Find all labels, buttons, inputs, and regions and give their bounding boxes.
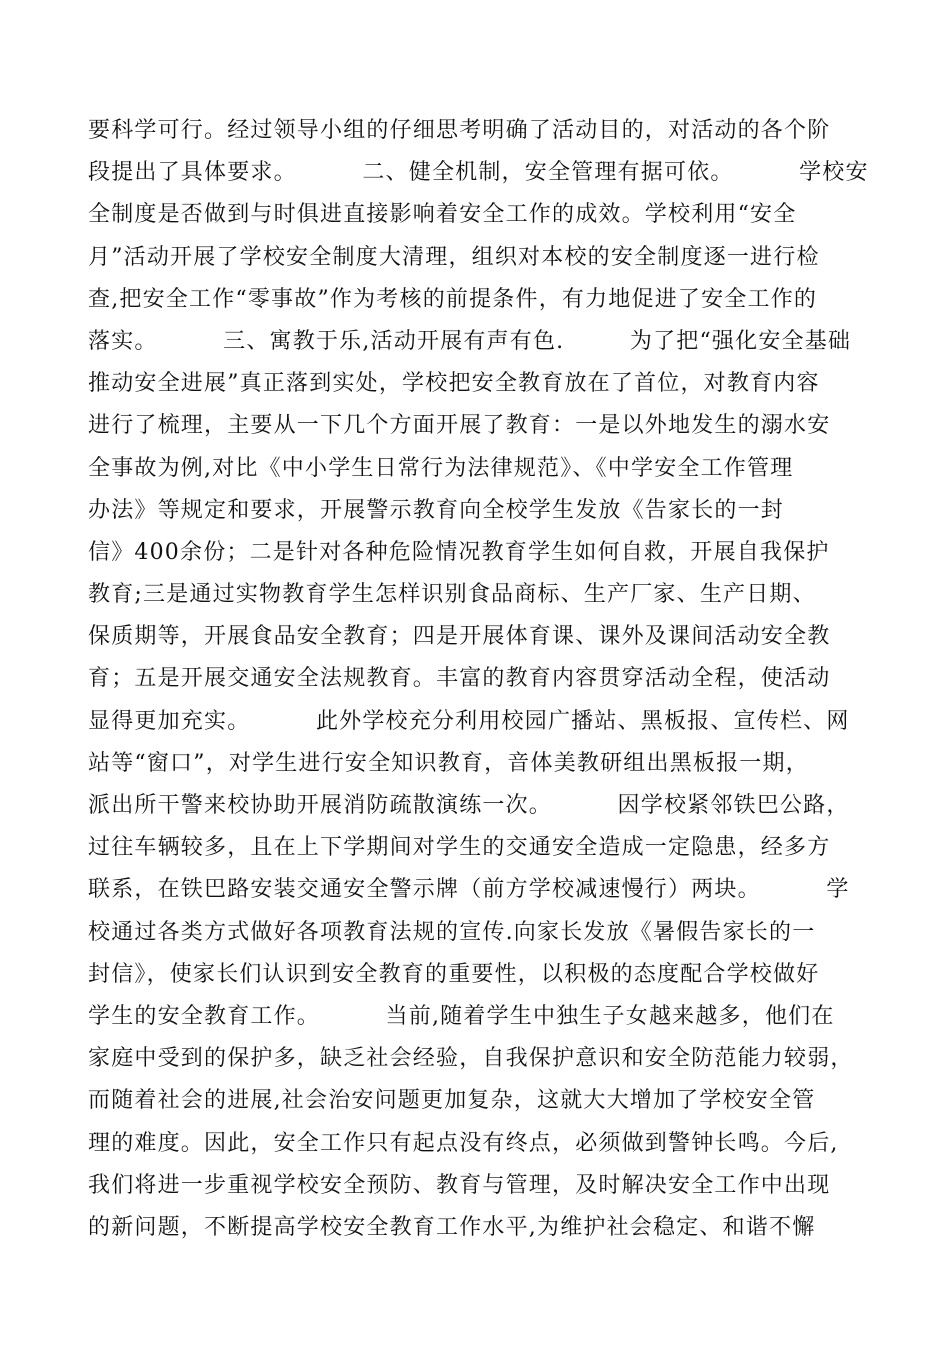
text-line: 办法》等规定和要求，开展警示教育向全校学生发放《告家长的一封 xyxy=(88,497,785,523)
text-line: 保质期等，开展食品安全教育；四是开展体育课、课外及课间活动安全教 xyxy=(88,624,831,650)
text-line: 的新问题，不断提高学校安全教育工作水平,为维护社会稳定、和谐不懈 xyxy=(88,1214,816,1240)
text-line: 站等“窗口”，对学生进行安全知识教育，音体美教研组出黑板报一期， xyxy=(88,750,809,776)
text-line: 全事故为例,对比《中小学生日常行为法律规范》、《中学安全工作管理 xyxy=(88,455,794,481)
text-line: 段提出了具体要求。 二、健全机制，安全管理有据可依。 学校安 xyxy=(88,160,869,186)
text-line: 过往车辆较多，且在上下学期间对学生的交通安全造成一定隐患，经多方 xyxy=(88,835,831,861)
text-line: 教育;三是通过实物教育学生怎样识别食品商标、生产厂家、生产日期、 xyxy=(88,582,816,608)
text-line: 查,把安全工作“零事故”作为考核的前提条件，有力地促进了安全工作的 xyxy=(88,286,818,312)
text-line: 联系，在铁巴路安装交通安全警示牌（前方学校减速慢行）两块。 学 xyxy=(88,877,850,903)
text-line: 而随着社会的进展,社会治安问题更加复杂，这就大大增加了学校安全管 xyxy=(88,1088,816,1114)
text-line: 月”活动开展了学校安全制度大清理，组织对本校的安全制度逐一进行检 xyxy=(88,244,820,270)
text-line: 我们将进一步重视学校安全预防、教育与管理，及时解决安全工作中出现 xyxy=(88,1172,831,1198)
text-line: 校通过各类方式做好各项教育法规的宣传.向家长发放《暑假告家长的一 xyxy=(88,919,816,945)
text-line: 显得更加充实。 此外学校充分利用校园广播站、黑板报、宣传栏、网 xyxy=(88,708,850,734)
text-line: 落实。 三、寓教于乐,活动开展有声有色. 为了把“强化安全基础 xyxy=(88,328,852,354)
text-line: 封信》，使家长们认识到安全教育的重要性，以积极的态度配合学校做好 xyxy=(88,961,820,987)
body-text xyxy=(88,110,868,1249)
text-line: 学生的安全教育工作。 当前,随着学生中独生子女越来越多，他们在 xyxy=(88,1003,835,1029)
text-line: 派出所干警来校协助开展消防疏散演练一次。 因学校紧邻铁巴公路， xyxy=(88,793,850,818)
text-line: 理的难度。因此，安全工作只有起点没有终点，必须做到警钟长鸣。今后, xyxy=(88,1130,839,1156)
text-line: 推动安全进展”真正落到实处，学校把安全教育放在了首位，对教育内容 xyxy=(88,371,820,397)
text-line: 全制度是否做到与时俱进直接影响着安全工作的成效。学校利用“安全 xyxy=(88,202,797,228)
text-line: 家庭中受到的保护多，缺乏社会经验，自我保护意识和安全防范能力较弱， xyxy=(88,1046,854,1072)
text-line: 育；五是开展交通安全法规教育。丰富的教育内容贯穿活动全程，使活动 xyxy=(88,666,831,692)
text-line: 进行了梳理，主要从一下几个方面开展了教育：一是以外地发生的溺水安 xyxy=(88,413,831,439)
text-line: 信》400余份；二是针对各种危险情况教育学生如何自救，开展自我保护 xyxy=(88,539,830,565)
text-line: 要科学可行。经过领导小组的仔细思考明确了活动目的，对活动的各个阶 xyxy=(88,118,831,143)
